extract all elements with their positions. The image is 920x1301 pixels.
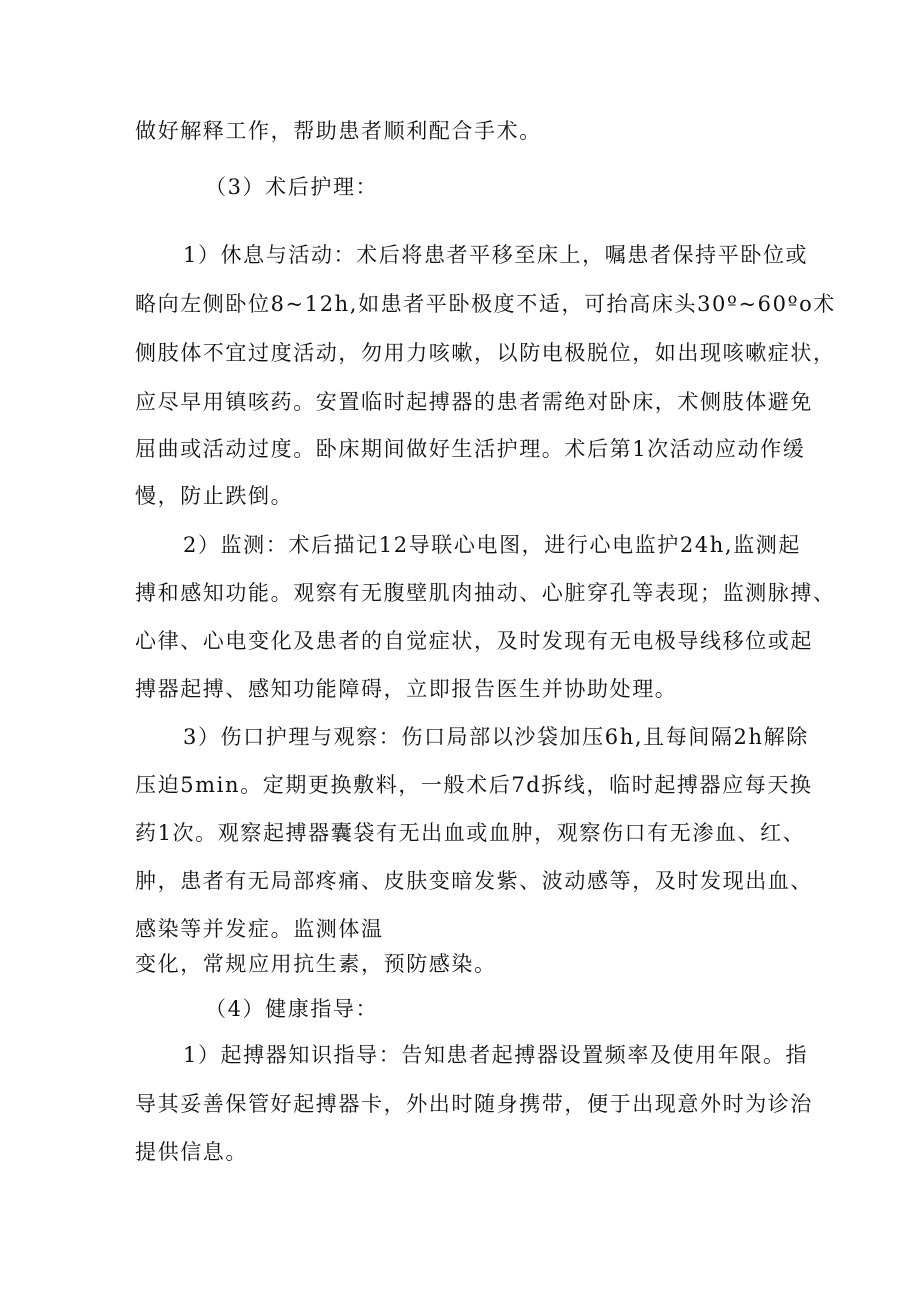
text-line: 1）休息与活动：术后将患者平移至床上，嘱患者保持平卧位或 (183, 243, 809, 267)
text-line: 变化，常规应用抗生素，预防感染。 (135, 952, 497, 976)
text-line: 慢，防止跌倒。 (135, 484, 294, 508)
text-line: 药1次。观察起搏器囊袋有无出血或血肿，观察伤口有无渗血、红、 (135, 821, 806, 845)
text-line: 做好解释工作，帮助患者顺利配合手术。 (135, 119, 542, 143)
section-heading: （3）术后护理： (205, 175, 379, 199)
text-line: 屈曲或活动过度。卧床期间做好生活护理。术后第1次活动应动作缓 (135, 437, 806, 461)
text-line: 搏和感知功能。观察有无腹壁肌肉抽动、心脏穿孔等表现；监测脉搏、 (135, 581, 836, 605)
text-line: 导其妥善保管好起搏器卡，外出时随身携带，便于出现意外时为诊治 (135, 1092, 813, 1116)
text-line: 感染等并发症。监测体温 (135, 917, 384, 941)
text-line: 心律、心电变化及患者的自觉症状，及时发现有无电极导线移位或起 (135, 629, 813, 653)
text-line: 搏器起搏、感知功能障碍，立即报告医生并协助处理。 (135, 677, 678, 701)
text-line: 应尽早用镇咳药。安置临时起搏器的患者需绝对卧床，术侧肢体避免 (135, 390, 813, 414)
text-line: 侧肢体不宜过度活动，勿用力咳嗽，以防电极脱位，如出现咳嗽症状， (135, 341, 836, 365)
text-line: 肿，患者有无局部疼痛、皮肤变暗发紫、波动感等，及时发现出血、 (135, 869, 813, 893)
section-heading: （4）健康指导： (205, 997, 379, 1021)
text-line: 2）监测：术后描记12导联心电图，进行心电监护24h,监测起 (183, 533, 802, 557)
text-line: 提供信息。 (135, 1140, 248, 1164)
text-line: 3）伤口护理与观察：伤口局部以沙袋加压6h,且每间隔2h解除 (183, 725, 809, 749)
text-line: 略向左侧卧位8~12h,如患者平卧极度不适，可抬高床头30º~60ºo术 (135, 292, 836, 316)
text-line: 压迫5min。定期更换敷料，一般术后7d拆线，临时起搏器应每天换 (135, 773, 813, 797)
text-line: 1）起搏器知识指导：告知患者起搏器设置频率及使用年限。指 (183, 1043, 809, 1067)
